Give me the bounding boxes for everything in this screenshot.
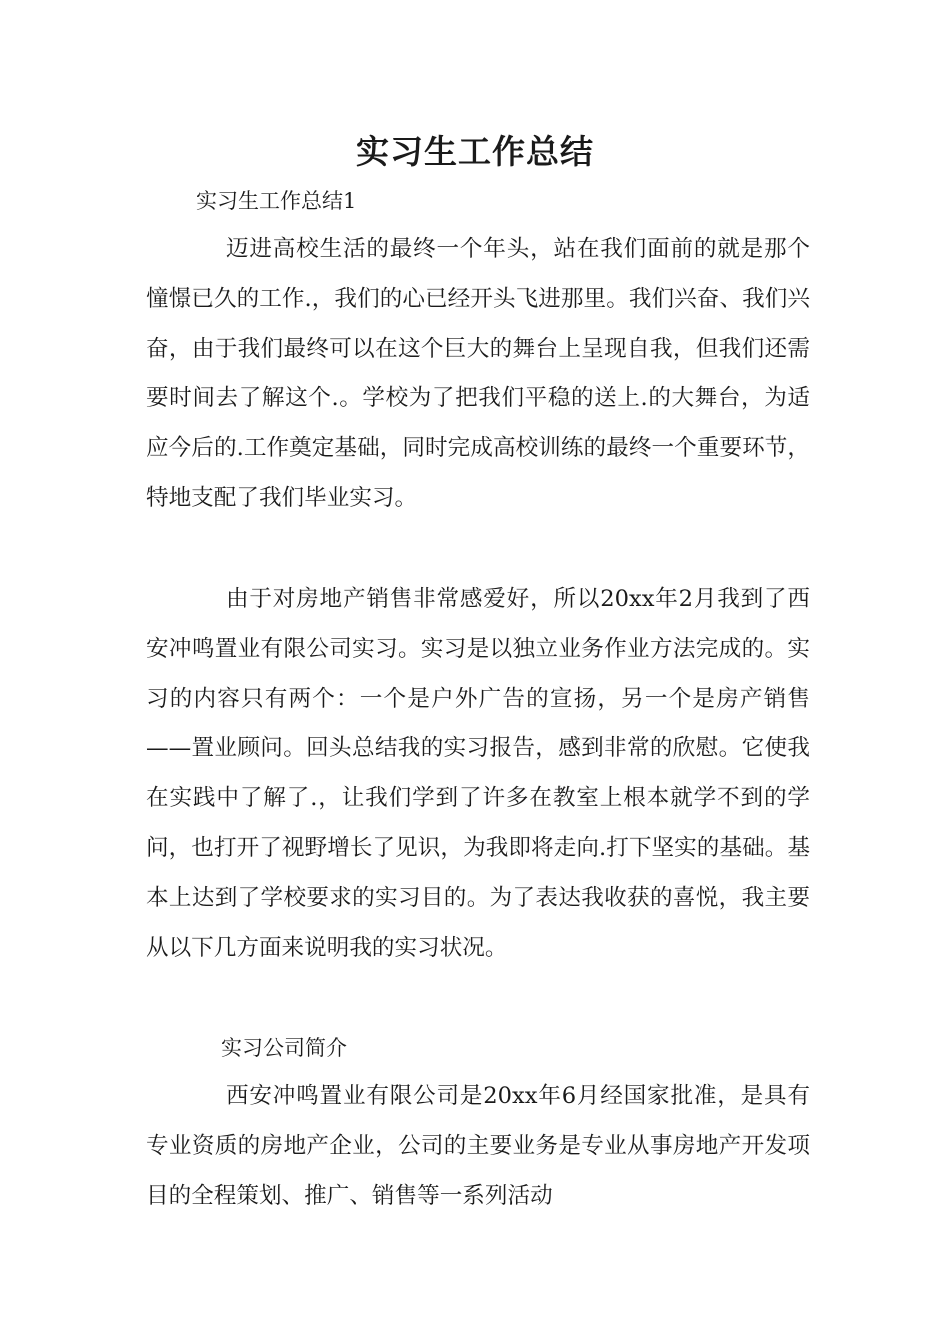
document-title: 实习生工作总结 <box>356 132 594 171</box>
paragraph-internship: 由于对房地产销售非常感爱好，所以20xx年2月我到了西安冲鸣置业有限公司实习。实习是以独立业务作业方法完成的。实习的内容只有两个：一个是户外广告的宣扬，另一个是房产销售——置业顾问。回头总结我的实习报告，感到非常的欣慰。它使我在实践中了解了.，让我们学到了许多在教室上根本就学不到的学问，也打开了视野增长了见识，为我即将走向.打下坚实的基础。基本上达到了学校要求的实习目的。为了表达我收获的喜悦，我主要从以下几方面来说明我的实习状况。 <box>146 586 810 961</box>
document-subtitle: 实习生工作总结1 <box>196 189 357 213</box>
section-heading-company: 实习公司简介 <box>221 1036 347 1060</box>
paragraph-intro: 迈进高校生活的最终一个年头，站在我们面前的就是那个憧憬已久的工作.，我们的心已经开头飞进那里。我们兴奋、我们兴奋，由于我们最终可以在这个巨大的舞台上呈现自我，但我们还需要时间去了解这个.。学校为了把我们平稳的送上.的大舞台，为适应今后的.工作奠定基础，同时完成高校训练的最终一个重要环节，特地支配了我们毕业实习。 <box>146 236 810 511</box>
paragraph-company: 西安冲鸣置业有限公司是20xx年6月经国家批准，是具有专业资质的房地产企业，公司的主要业务是专业从事房地产开发项目的全程策划、推广、销售等一系列活动 <box>146 1083 810 1209</box>
